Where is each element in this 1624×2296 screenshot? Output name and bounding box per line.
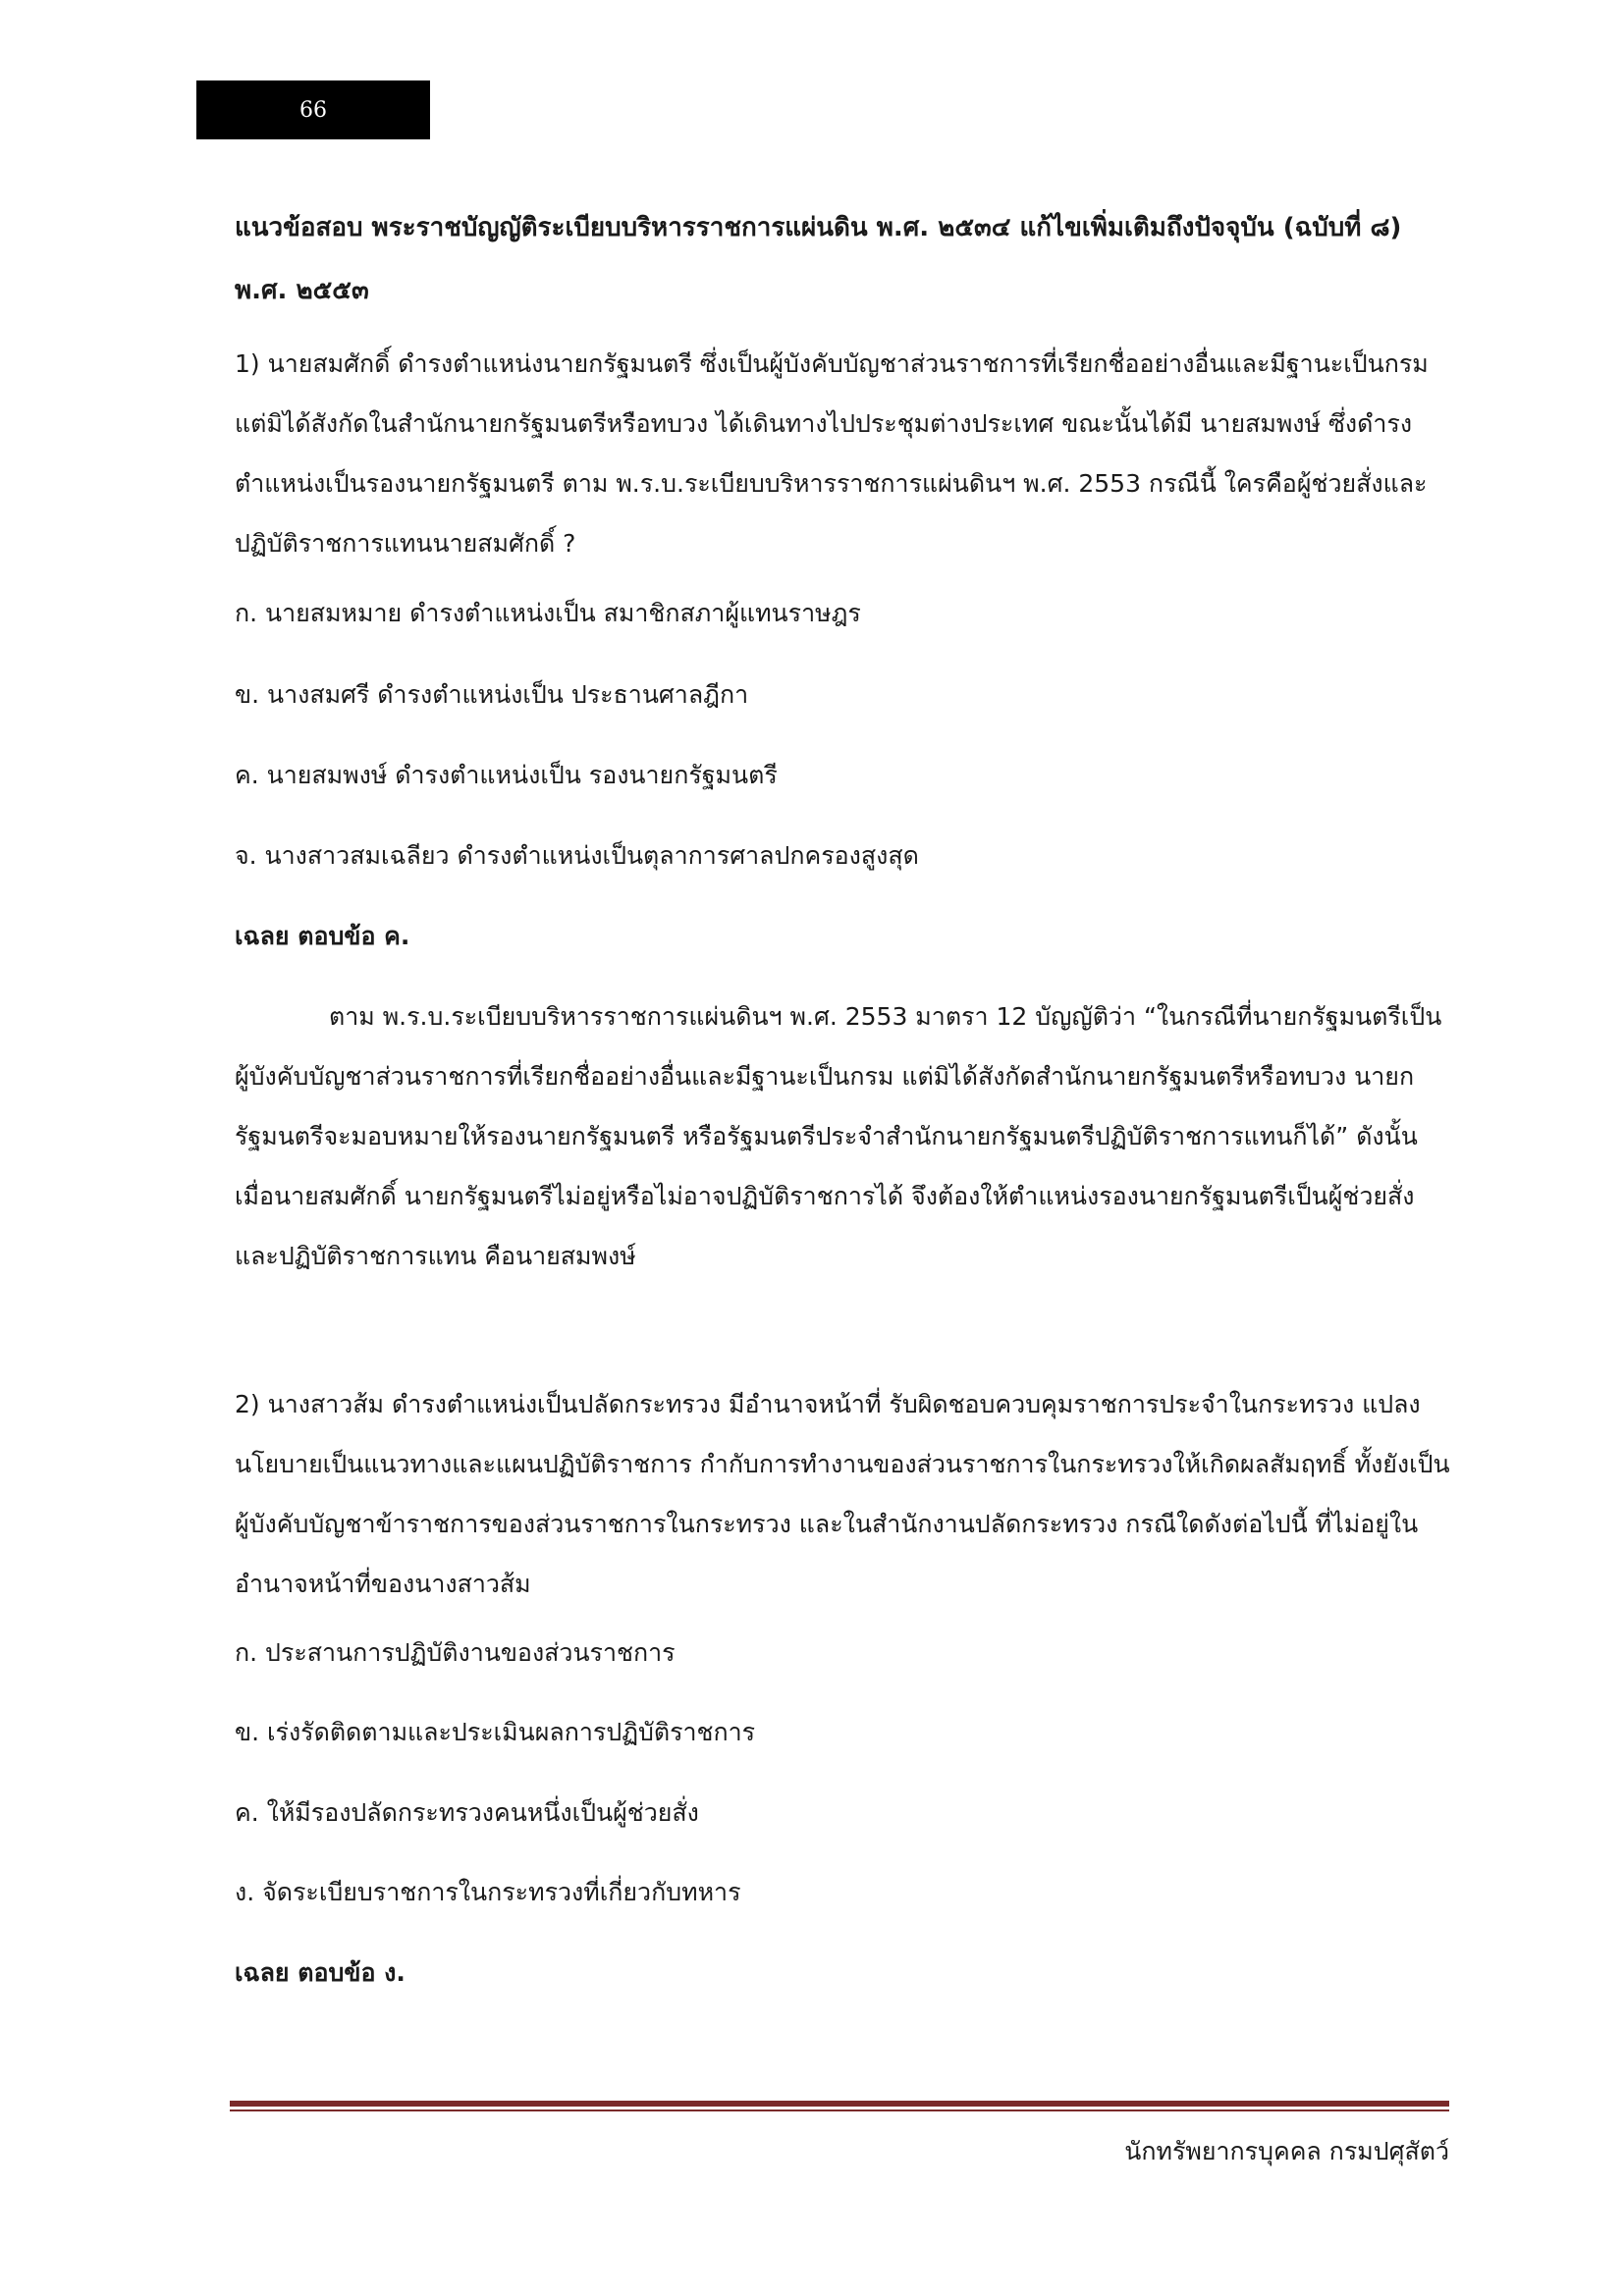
question-1-explanation	[235, 987, 1452, 1286]
footer-text: นักทรัพยากรบุคคล กรมปศุสัตว์	[1124, 2137, 1449, 2165]
question-1-option-b: ข. นางสมศรี ดำรงตำแหน่งเป็น ประธานศาลฎีกา	[235, 680, 749, 709]
question-2	[235, 1374, 1452, 1614]
page-number: 66	[299, 97, 327, 123]
question-1-option-a: ก. นายสมหมาย ดำรงตำแหน่งเป็น สมาชิกสภาผู้แทนราษฎร	[235, 599, 861, 627]
question-2-answer: เฉลย ตอบข้อ ง.	[235, 1958, 406, 1987]
question-1-answer: เฉลย ตอบข้อ ค.	[235, 922, 410, 950]
footer-divider	[230, 2101, 1449, 2107]
question-2-option-a: ก. ประสานการปฏิบัติงานของส่วนราชการ	[235, 1638, 676, 1667]
page-number-box	[196, 80, 430, 139]
question-2-text: 2) นางสาวส้ม ดำรงตำแหน่งเป็นปลัดกระทรวง มีอำนาจหน้าที่ รับผิดชอบควบคุมราชการประจำในกระทรวง แปลงนโยบายเป็นแนวทางและแผนปฏิบัติราชการ กำกับการทำงานของส่วนราชการในกระทรวงให้เกิดผลสัมฤทธิ์ ทั้งยังเป็นผู้บังคับบัญชาข้าราชการของส่วนราชการในกระทรวง และในสำนักงานปลัดกระทรวง กรณีใดดังต่อไปนี้ ที่ไม่อยู่ในอำนาจหน้าที่ของนางสาวส้ม	[235, 1390, 1450, 1598]
footer-divider-thin	[230, 2109, 1449, 2111]
document-title: แนวข้อสอบ พระราชบัญญัติระเบียบบริหารราชการแผ่นดิน พ.ศ. ๒๕๓๔ แก้ไขเพิ่มเติมถึงปัจจุบัน (ฉบับที่ ๘) พ.ศ. ๒๕๕๓	[235, 213, 1402, 305]
question-2-option-c: ค. ให้มีรองปลัดกระทรวงคนหนึ่งเป็นผู้ช่วยสั่ง	[235, 1798, 699, 1827]
question-1-explanation-text: ตาม พ.ร.บ.ระเบียบบริหารราชการแผ่นดินฯ พ.ศ. 2553 มาตรา 12 บัญญัติว่า “ในกรณีที่นายกรัฐมนตรีเป็นผู้บังคับบัญชาส่วนราชการที่เรียกชื่ออย่างอื่นและมีฐานะเป็นกรม แต่มิได้สังกัดสำนักนายกรัฐมนตรีหรือทบวง นายกรัฐมนตรีจะมอบหมายให้รองนายกรัฐมนตรี หรือรัฐมนตรีประจำสำนักนายกรัฐมนตรีปฏิบัติราชการแทนก็ได้” ดังนั้น เมื่อนายสมศักดิ์ นายกรัฐมนตรีไม่อยู่หรือไม่อาจปฏิบัติราชการได้ จึงต้องให้ตำแหน่งรองนายกรัฐมนตรีเป็นผู้ช่วยสั่งและปฏิบัติราชการแทน คือนายสมพงษ์	[235, 1002, 1442, 1270]
question-1	[235, 334, 1452, 573]
question-1-option-d: จ. นางสาวสมเฉลียว ดำรงตำแหน่งเป็นตุลาการศาลปกครองสูงสุด	[235, 841, 919, 870]
question-2-option-b: ข. เร่งรัดติดตามและประเมินผลการปฏิบัติราชการ	[235, 1718, 756, 1746]
question-1-text: 1) นายสมศักดิ์ ดำรงตำแหน่งนายกรัฐมนตรี ซึ่งเป็นผู้บังคับบัญชาส่วนราชการที่เรียกชื่ออย่างอื่นและมีฐานะเป็นกรม แต่มิได้สังกัดในสำนักนายกรัฐมนตรีหรือทบวง ได้เดินทางไปประชุมต่างประเทศ ขณะนั้นได้มี นายสมพงษ์ ซึ่งดำรงตำแหน่งเป็นรองนายกรัฐมนตรี ตาม พ.ร.บ.ระเบียบบริหารราชการแผ่นดินฯ พ.ศ. 2553 กรณีนี้ ใครคือผู้ช่วยสั่งและปฏิบัติราชการแทนนายสมศักดิ์ ?	[235, 349, 1429, 558]
question-2-option-d: ง. จัดระเบียบราชการในกระทรวงที่เกี่ยวกับทหาร	[235, 1878, 741, 1906]
question-1-option-c: ค. นายสมพงษ์ ดำรงตำแหน่งเป็น รองนายกรัฐมนตรี	[235, 761, 778, 789]
